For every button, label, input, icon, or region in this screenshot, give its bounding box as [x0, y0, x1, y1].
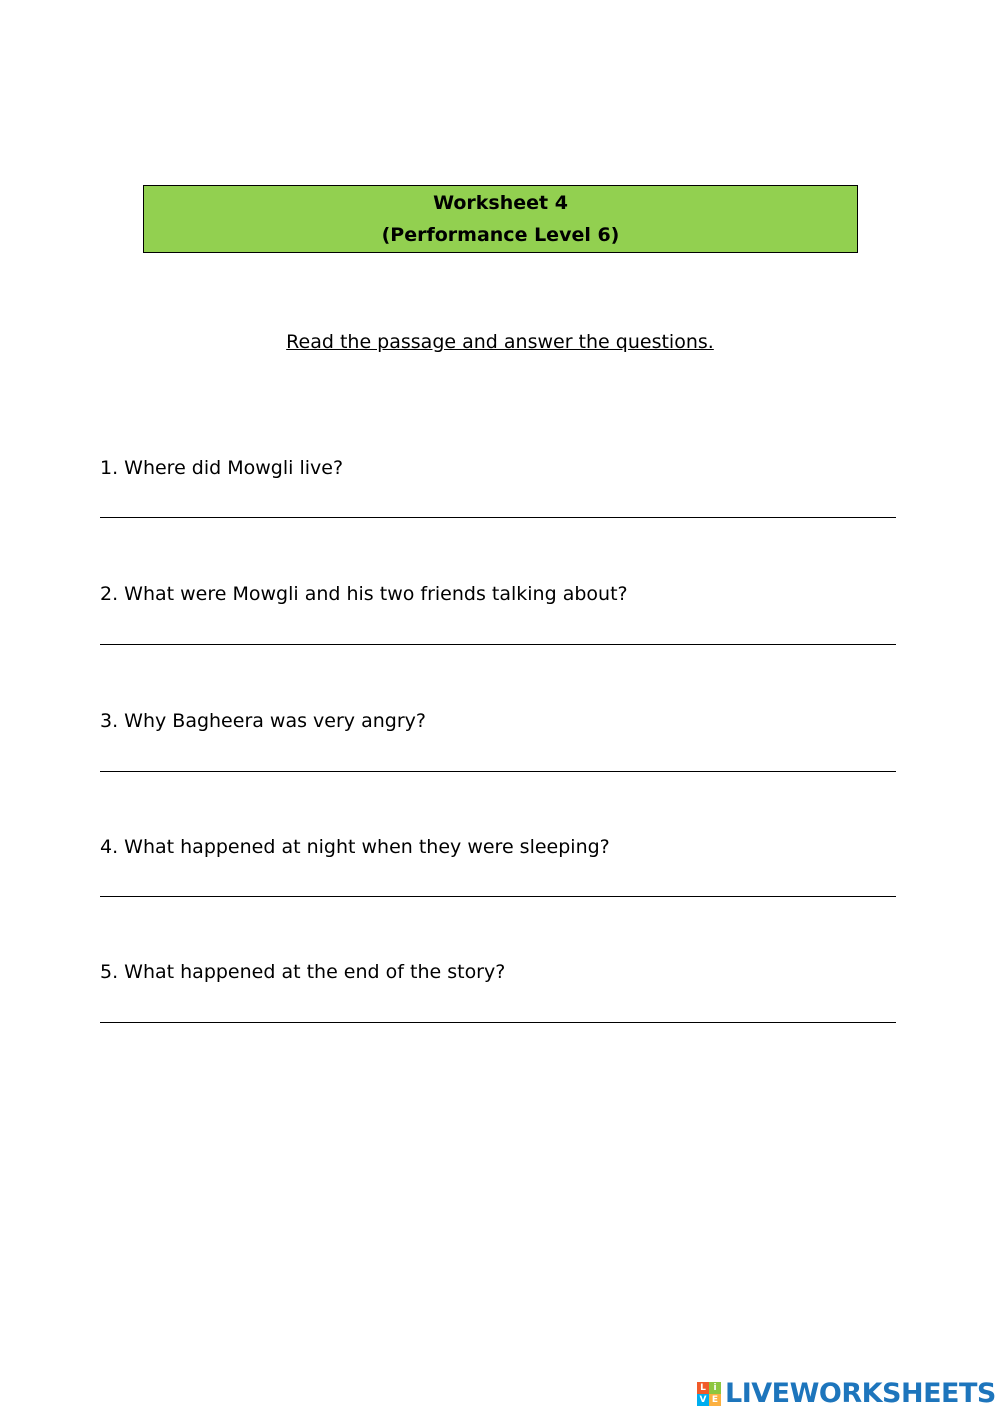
- worksheet-title: Worksheet 4: [433, 192, 568, 214]
- answer-line-4[interactable]: [100, 896, 896, 897]
- worksheet-header: [143, 185, 858, 253]
- watermark-text: LIVEWORKSHEETS: [725, 1378, 996, 1409]
- answer-line-1[interactable]: [100, 517, 896, 518]
- instruction-text: Read the passage and answer the questions.: [286, 331, 714, 353]
- answer-line-5[interactable]: [100, 1022, 896, 1023]
- liveworksheets-watermark: [697, 1378, 996, 1410]
- liveworksheets-logo-icon: L i V E: [697, 1382, 721, 1406]
- question-2: 2. What were Mowgli and his two friends talking about?: [100, 583, 628, 605]
- question-3: 3. Why Bagheera was very angry?: [100, 710, 426, 732]
- question-4: 4. What happened at night when they were sleeping?: [100, 836, 610, 858]
- worksheet-subtitle: (Performance Level 6): [381, 224, 620, 246]
- question-5: 5. What happened at the end of the story?: [100, 961, 506, 983]
- question-1: 1. Where did Mowgli live?: [100, 457, 344, 479]
- answer-line-3[interactable]: [100, 771, 896, 772]
- answer-line-2[interactable]: [100, 644, 896, 645]
